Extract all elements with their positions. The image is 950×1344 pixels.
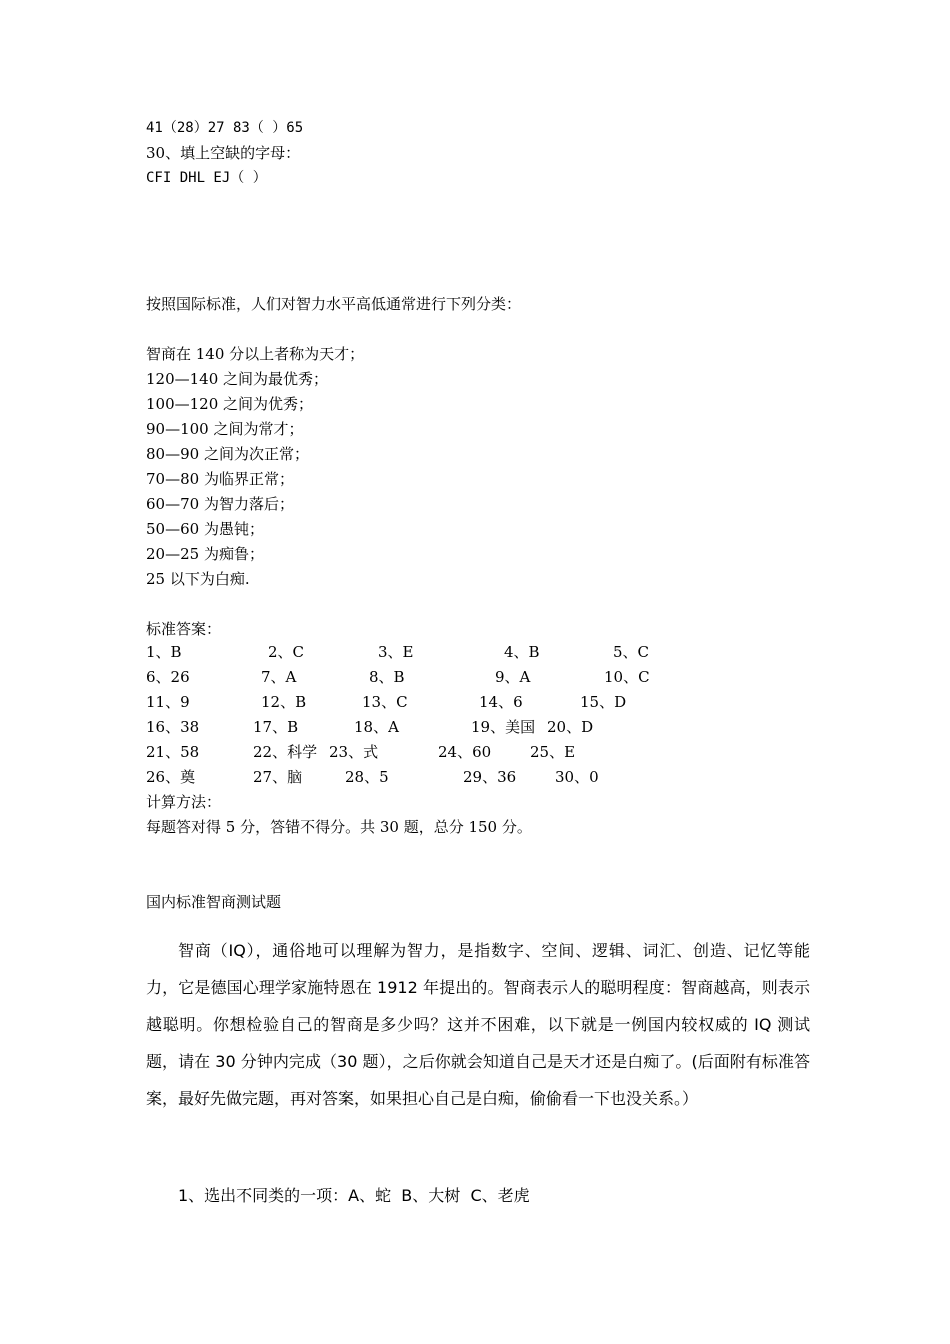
answer-row <box>146 668 786 686</box>
answer-item: 29、36 <box>463 768 517 786</box>
answer-item: 24、60 <box>438 743 492 761</box>
answer-item: 7、A <box>261 668 297 686</box>
answer-item: 12、B <box>261 693 307 711</box>
answer-row <box>146 768 786 786</box>
answer-item: 19、美国 <box>471 718 536 736</box>
answer-item: 22、科学 <box>253 743 318 761</box>
answer-item: 21、58 <box>146 743 200 761</box>
test-intro-paragraph: 智商（IQ），通俗地可以理解为智力，是指数字、空间、逻辑、词汇、创造、记忆等能力，它是德国心理学家施特恩在 1912 年提出的。智商表示人的聪明程度：智商越高，则表示越聪明。你想检验自己的智商是多少吗？这并不困难，以下就是一例国内较权威的 IQ 测试题，请在 30 分钟内完成（30 题），之后你就会知道自己是天才还是白痴了。(后面附有标准答案，最好先做完题，再对答案，如果担心自己是白痴，偷偷看一下也没关系。） <box>146 941 810 1108</box>
answer-row <box>146 718 786 736</box>
number-sequence: 41（28）27 83（ ）65 <box>146 120 304 136</box>
answer-item: 27、脑 <box>253 768 303 786</box>
answer-item: 16、38 <box>146 718 200 736</box>
answer-item: 15、D <box>580 693 627 711</box>
iq-level-item: 50—60 为愚钝； <box>146 520 264 538</box>
method-text: 每题答对得 5 分，答错不得分。共 30 题，总分 150 分。 <box>146 818 532 836</box>
answer-item: 18、A <box>354 718 399 736</box>
answer-row <box>146 743 786 761</box>
answer-item: 4、B <box>504 643 540 661</box>
answer-item: 8、B <box>369 668 405 686</box>
iq-level-item: 80—90 之间为次正常； <box>146 445 309 463</box>
classification-intro: 按照国际标准，人们对智力水平高低通常进行下列分类： <box>146 295 522 313</box>
iq-level-item: 120—140 之间为最优秀； <box>146 370 329 388</box>
answers-title: 标准答案： <box>146 620 222 638</box>
iq-level-item: 60—70 为智力落后； <box>146 495 294 513</box>
iq-level-item: 90—100 之间为常才； <box>146 420 304 438</box>
answer-item: 17、B <box>253 718 299 736</box>
answer-item: 28、5 <box>345 768 389 786</box>
iq-level-item: 智商在 140 分以上者称为天才； <box>146 345 365 363</box>
answer-item: 5、C <box>613 643 650 661</box>
iq-level-item: 20—25 为痴鲁； <box>146 545 264 563</box>
answer-item: 20、D <box>547 718 594 736</box>
answer-item: 11、9 <box>146 693 190 711</box>
answer-item: 13、C <box>362 693 408 711</box>
answer-item: 26、奠 <box>146 768 196 786</box>
answer-item: 2、C <box>268 643 305 661</box>
answer-item: 6、26 <box>146 668 190 686</box>
question-1: 1、选出不同类的一项：A、蛇 B、大树 C、老虎 <box>178 1186 530 1205</box>
answer-item: 1、B <box>146 643 182 661</box>
iq-level-item: 25 以下为白痴. <box>146 570 250 588</box>
answer-item: 30、0 <box>555 768 599 786</box>
answer-row <box>146 693 786 711</box>
answer-row <box>146 643 786 661</box>
method-title: 计算方法： <box>146 793 222 811</box>
answer-item: 23、式 <box>329 743 379 761</box>
letter-sequence: CFI DHL EJ（ ） <box>146 170 267 186</box>
answer-item: 3、E <box>378 643 414 661</box>
answer-item: 14、6 <box>479 693 523 711</box>
iq-level-item: 100—120 之间为优秀； <box>146 395 314 413</box>
question-30-title: 30、填上空缺的字母： <box>146 144 301 162</box>
iq-level-item: 70—80 为临界正常； <box>146 470 294 488</box>
answer-item: 9、A <box>495 668 531 686</box>
answer-item: 25、E <box>530 743 576 761</box>
answer-item: 10、C <box>604 668 650 686</box>
test-title: 国内标准智商测试题 <box>146 893 282 911</box>
